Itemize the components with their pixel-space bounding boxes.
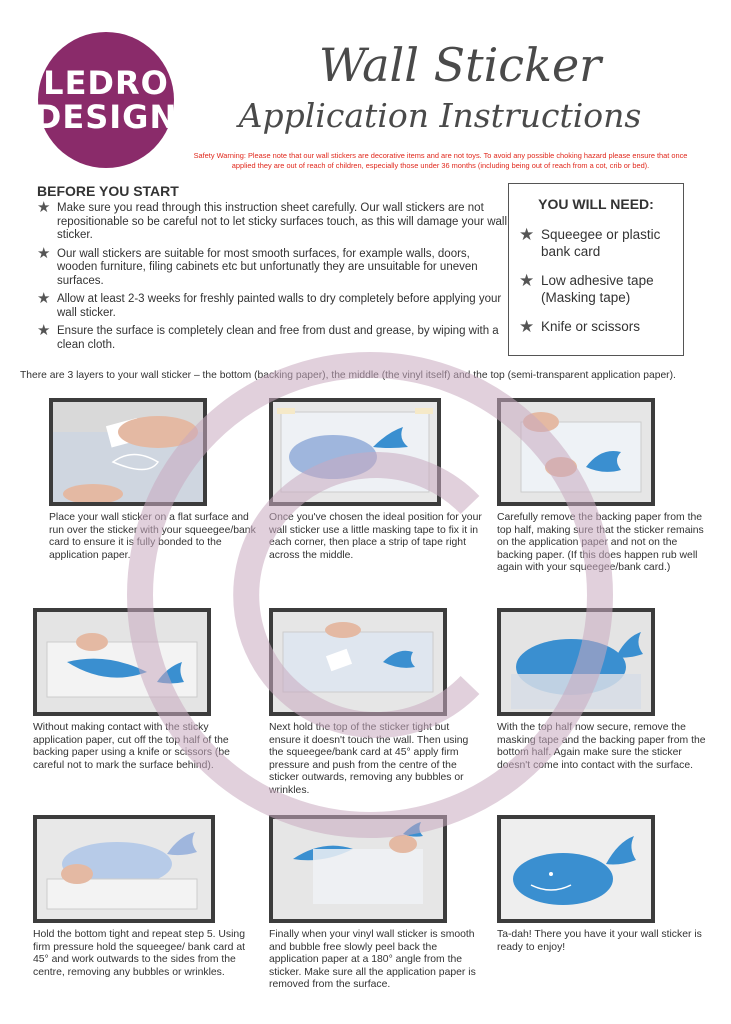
you-will-need-list — [509, 226, 683, 335]
step-1 — [49, 398, 263, 562]
list-item — [519, 226, 675, 260]
list-item-text: Our wall stickers are suitable for most smooth surfaces, for example walls, doors, wooden furniture, filing cabinets etc but unfortunatly they are unsuitable for uneven surfaces. — [57, 247, 478, 287]
list-item — [37, 322, 507, 352]
step-photo — [33, 608, 211, 716]
layers-description: There are 3 layers to your wall sticker – the bottom (backing paper), the middle (the vinyl itself) and the top (semi-transparent application paper). — [20, 370, 676, 381]
before-you-start-heading: BEFORE YOU START — [37, 183, 179, 199]
step-caption: Without making contact with the sticky application paper, cut off the top half of the backing paper using a knife or scissors (be careful not to mark the surface behind). — [33, 722, 230, 771]
step-7 — [33, 815, 247, 979]
list-item — [519, 272, 675, 306]
ledro-design-logo — [34, 32, 178, 168]
list-item-text: Low adhesive tape (Masking tape) — [541, 273, 654, 305]
step-2 — [269, 398, 483, 562]
list-item-text: Make sure you read through this instruction sheet carefully. Our wall stickers are not repositionable so be careful not to let sticky surfaces touch, as this will damage your wall sticker. — [57, 202, 507, 241]
bottom-squeegee-illustration — [37, 819, 211, 919]
whale-half-applied-illustration — [501, 612, 651, 712]
step-photo — [269, 815, 447, 923]
squeegee-wall-illustration — [273, 612, 443, 712]
step-6 — [497, 608, 711, 772]
list-item — [519, 318, 675, 335]
logo-line2: DESIGN — [34, 98, 178, 136]
logo-line1: LEDRO — [43, 64, 169, 102]
star-icon: ★ — [519, 225, 535, 244]
step-photo — [49, 398, 207, 506]
squeegee-photo-illustration — [53, 402, 203, 502]
step-photo — [269, 398, 441, 506]
safety-warning: Safety Warning: Please note that our wall stickers are decorative items and are not toys. To avoid any possible choking hazard please ensure that once applied they are out of reach of children, especially those under 36 months (including being out of reach from a cot, crib or bed). — [193, 151, 688, 170]
star-icon: ★ — [519, 271, 535, 290]
list-item-text: Knife or scissors — [541, 319, 641, 334]
you-will-need-heading: YOU WILL NEED: — [538, 196, 654, 212]
step-caption: Once you've chosen the ideal position for your wall sticker use a little masking tape to fix it in each corner, then place a strip of tape right across the middle. — [269, 512, 482, 561]
before-you-start-list — [37, 199, 507, 357]
step-9 — [497, 815, 711, 954]
list-item-text: Squeegee or plastic bank card — [541, 227, 661, 259]
list-item-text: Ensure the surface is completely clean and free from dust and grease, by wiping with a clean cloth. — [57, 325, 499, 351]
step-photo — [33, 815, 215, 923]
step-caption: Place your wall sticker on a flat surface and run over the sticker with your squeegee/bank card to ensure it is fully bonded to the application paper. — [49, 512, 256, 561]
step-3 — [497, 398, 711, 575]
step-photo — [269, 608, 447, 716]
step-caption: Carefully remove the backing paper from the top half, making sure that the sticker remains on the application paper and not on the backing paper. (If this does happen rub well again with your squeegee/bank card.) — [497, 512, 704, 574]
step-caption: With the top half now secure, remove the masking tape and the backing paper from the bottom half. Again make sure the sticker doesn't come into contact with the surface. — [497, 722, 706, 771]
page-subtitle: Application Instructions — [238, 96, 642, 135]
you-will-need-box — [508, 183, 684, 356]
page-title: Wall Sticker — [318, 38, 602, 92]
star-icon: ★ — [37, 199, 51, 216]
step-caption: Next hold the top of the sticker tight but ensure it doesn't touch the wall. Then using the squeegee/bank card at 45° apply firm pressure and push from the centre of the sticker outwards, removing any bubbles or wrinkles. — [269, 722, 469, 796]
list-item — [37, 199, 507, 243]
step-caption: Hold the bottom tight and repeat step 5. Using firm pressure hold the squeegee/ bank card at 45° and work outwards to the sides from the centre, removing any bubbles or wrinkles. — [33, 929, 245, 978]
step-photo — [497, 608, 655, 716]
step-4 — [33, 608, 247, 772]
cut-backing-illustration — [37, 612, 207, 712]
step-photo — [497, 815, 655, 923]
list-item — [37, 290, 507, 320]
step-caption: Finally when your vinyl wall sticker is smooth and bubble free slowly peel back the application paper at a 180° angle from the sticker. Make sure all the application paper is removed from the surface. — [269, 929, 476, 991]
step-5 — [269, 608, 483, 798]
step-photo — [497, 398, 655, 506]
finished-whale-illustration — [501, 819, 651, 919]
peel-application-paper-illustration — [273, 819, 443, 919]
star-icon: ★ — [519, 317, 535, 336]
star-icon: ★ — [37, 244, 51, 262]
remove-backing-illustration — [501, 402, 651, 502]
step-caption: Ta-dah! There you have it your wall sticker is ready to enjoy! — [497, 929, 702, 953]
star-icon: ★ — [37, 322, 51, 339]
step-8 — [269, 815, 483, 992]
list-item-text: Allow at least 2-3 weeks for freshly painted walls to dry completely before applying your wall sticker. — [57, 293, 502, 319]
whale-taped-illustration — [273, 402, 437, 502]
star-icon: ★ — [37, 290, 51, 307]
list-item — [37, 244, 507, 289]
